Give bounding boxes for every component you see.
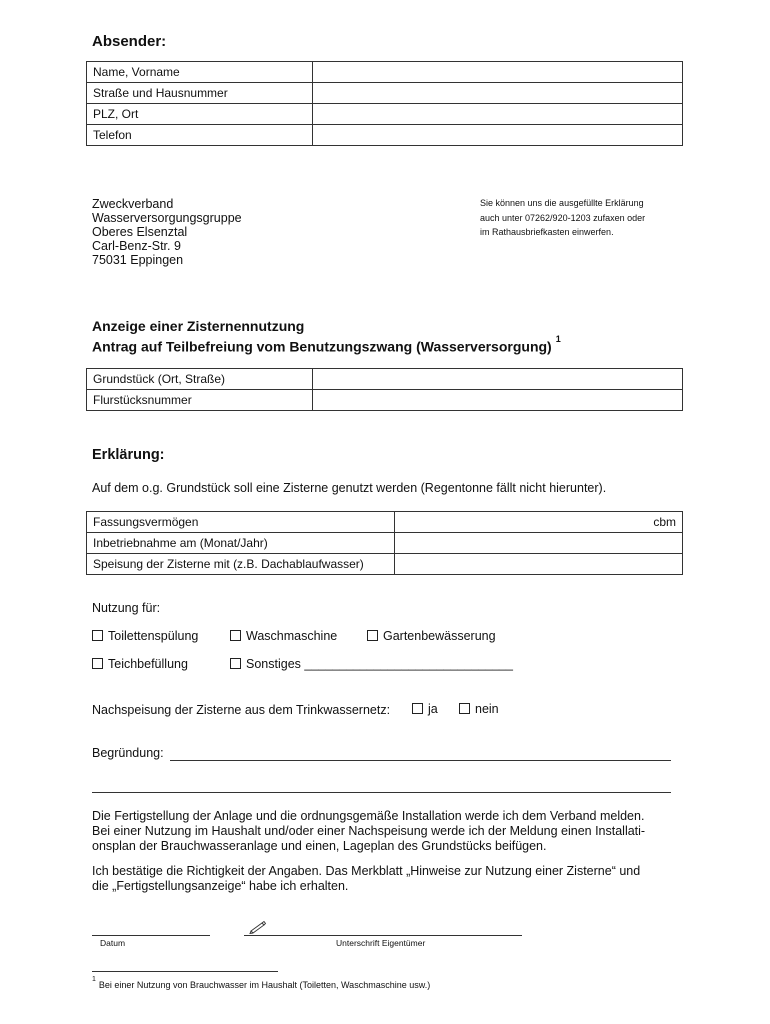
reason-line-2[interactable] <box>92 792 671 793</box>
refill-yes[interactable] <box>412 702 438 716</box>
footnote-separator <box>92 971 278 972</box>
supply-label: Speisung der Zisterne mit (z.B. Dachablaufwasser) <box>87 554 395 575</box>
property-field[interactable] <box>313 369 683 390</box>
declaration-heading: Erklärung: <box>92 447 165 463</box>
parcel-label: Flurstücksnummer <box>87 390 313 411</box>
cistern-table <box>86 511 683 575</box>
zip-city-field[interactable] <box>313 104 683 125</box>
table-row <box>87 62 683 83</box>
capacity-label: Fassungsvermögen <box>87 512 395 533</box>
paragraph-line: onsplan der Brauchwasseranlage und einen, Lageplan des Grundstücks beifügen. <box>92 839 547 853</box>
table-row <box>87 533 683 554</box>
checkbox[interactable] <box>367 630 378 641</box>
table-row <box>87 369 683 390</box>
title-line-2 <box>92 335 561 356</box>
checkbox[interactable] <box>230 630 241 641</box>
recipient-address <box>92 197 242 267</box>
pen-icon <box>249 920 267 939</box>
checkbox[interactable] <box>92 658 103 669</box>
usage-option-washer[interactable] <box>230 629 337 643</box>
table-row <box>87 512 683 533</box>
document-title <box>92 318 561 356</box>
declaration-intro: Auf dem o.g. Grundstück soll eine Zisterne genutzt werden (Regentonne fällt nicht hierunter). <box>92 481 607 495</box>
title-line-2-text: Antrag auf Teilbefreiung vom Benutzungszwang (Wasserversorgung) <box>92 338 552 355</box>
fax-note <box>480 196 645 240</box>
option-label: Gartenbewässerung <box>383 629 496 643</box>
sender-heading: Absender: <box>92 33 167 50</box>
property-label: Grundstück (Ort, Straße) <box>87 369 313 390</box>
paragraph-line: Ich bestätige die Richtigkeit der Angaben. Das Merkblatt „Hinweise zur Nutzung einer Zisterne“ und <box>92 864 641 878</box>
option-label: Toilettenspülung <box>108 629 199 643</box>
checkbox[interactable] <box>230 658 241 669</box>
paragraph-line: Die Fertigstellung der Anlage und die ordnungsgemäße Installation werde ich dem Verband melden. <box>92 809 645 823</box>
usage-option-toilet[interactable] <box>92 629 198 643</box>
table-row <box>87 104 683 125</box>
street-label: Straße und Hausnummer <box>87 83 313 104</box>
date-line[interactable] <box>92 935 210 936</box>
refill-no[interactable] <box>459 702 499 716</box>
capacity-field[interactable]: cbm <box>395 512 683 533</box>
checkbox[interactable] <box>412 703 423 714</box>
note-line: im Rathausbriefkasten einwerfen. <box>480 227 614 237</box>
footnote <box>92 976 431 990</box>
address-line: Oberes Elsenztal <box>92 225 188 239</box>
usage-option-garden[interactable] <box>367 629 496 643</box>
commissioning-label: Inbetriebnahme am (Monat/Jahr) <box>87 533 395 554</box>
signature-label: Unterschrift Eigentümer <box>336 938 426 948</box>
footnote-text: Bei einer Nutzung von Brauchwasser im Haushalt (Toiletten, Waschmaschine usw.) <box>98 980 431 990</box>
footnote-ref: 1 <box>555 334 561 344</box>
signature-line[interactable] <box>244 935 522 936</box>
date-label: Datum <box>100 938 126 948</box>
street-field[interactable] <box>313 83 683 104</box>
footnote-number: 1 <box>92 976 96 983</box>
checkbox[interactable] <box>459 703 470 714</box>
address-line: Zweckverband <box>92 197 174 211</box>
usage-option-other[interactable] <box>230 657 513 671</box>
option-label: nein <box>475 702 499 716</box>
reason-line[interactable] <box>170 760 671 761</box>
refill-label: Nachspeisung der Zisterne aus dem Trinkwassernetz: <box>92 703 391 717</box>
name-field[interactable] <box>313 62 683 83</box>
address-line: Carl-Benz-Str. 9 <box>92 239 181 253</box>
parcel-field[interactable] <box>313 390 683 411</box>
paragraph-line: Bei einer Nutzung im Haushalt und/oder einer Nachspeisung werde ich der Meldung einen Installati- <box>92 824 646 838</box>
reason-label: Begründung: <box>92 746 164 760</box>
completion-paragraph <box>92 809 645 854</box>
sender-table <box>86 61 683 146</box>
commissioning-field[interactable] <box>395 533 683 554</box>
paragraph-line: die „Fertigstellungsanzeige“ habe ich erhalten. <box>92 879 349 893</box>
option-label: Sonstiges ______________________________ <box>246 657 513 671</box>
table-row <box>87 390 683 411</box>
table-row <box>87 554 683 575</box>
phone-field[interactable] <box>313 125 683 146</box>
name-label: Name, Vorname <box>87 62 313 83</box>
note-line: auch unter 07262/920-1203 zufaxen oder <box>480 212 646 223</box>
option-label: Waschmaschine <box>246 629 338 643</box>
option-label: Teichbefüllung <box>108 657 188 671</box>
zip-city-label: PLZ, Ort <box>87 104 313 125</box>
usage-label: Nutzung für: <box>92 601 161 615</box>
address-line: 75031 Eppingen <box>92 253 184 267</box>
option-label: ja <box>428 702 438 716</box>
phone-label: Telefon <box>87 125 313 146</box>
table-row <box>87 83 683 104</box>
address-line: Wasserversorgungsgruppe <box>92 211 242 225</box>
confirmation-paragraph <box>92 864 640 894</box>
property-table <box>86 368 683 411</box>
checkbox[interactable] <box>92 630 103 641</box>
title-line-1: Anzeige einer Zisternennutzung <box>92 318 305 334</box>
note-line: Sie können uns die ausgefüllte Erklärung <box>480 198 644 208</box>
usage-option-pond[interactable] <box>92 657 188 671</box>
table-row <box>87 125 683 146</box>
supply-field[interactable] <box>395 554 683 575</box>
